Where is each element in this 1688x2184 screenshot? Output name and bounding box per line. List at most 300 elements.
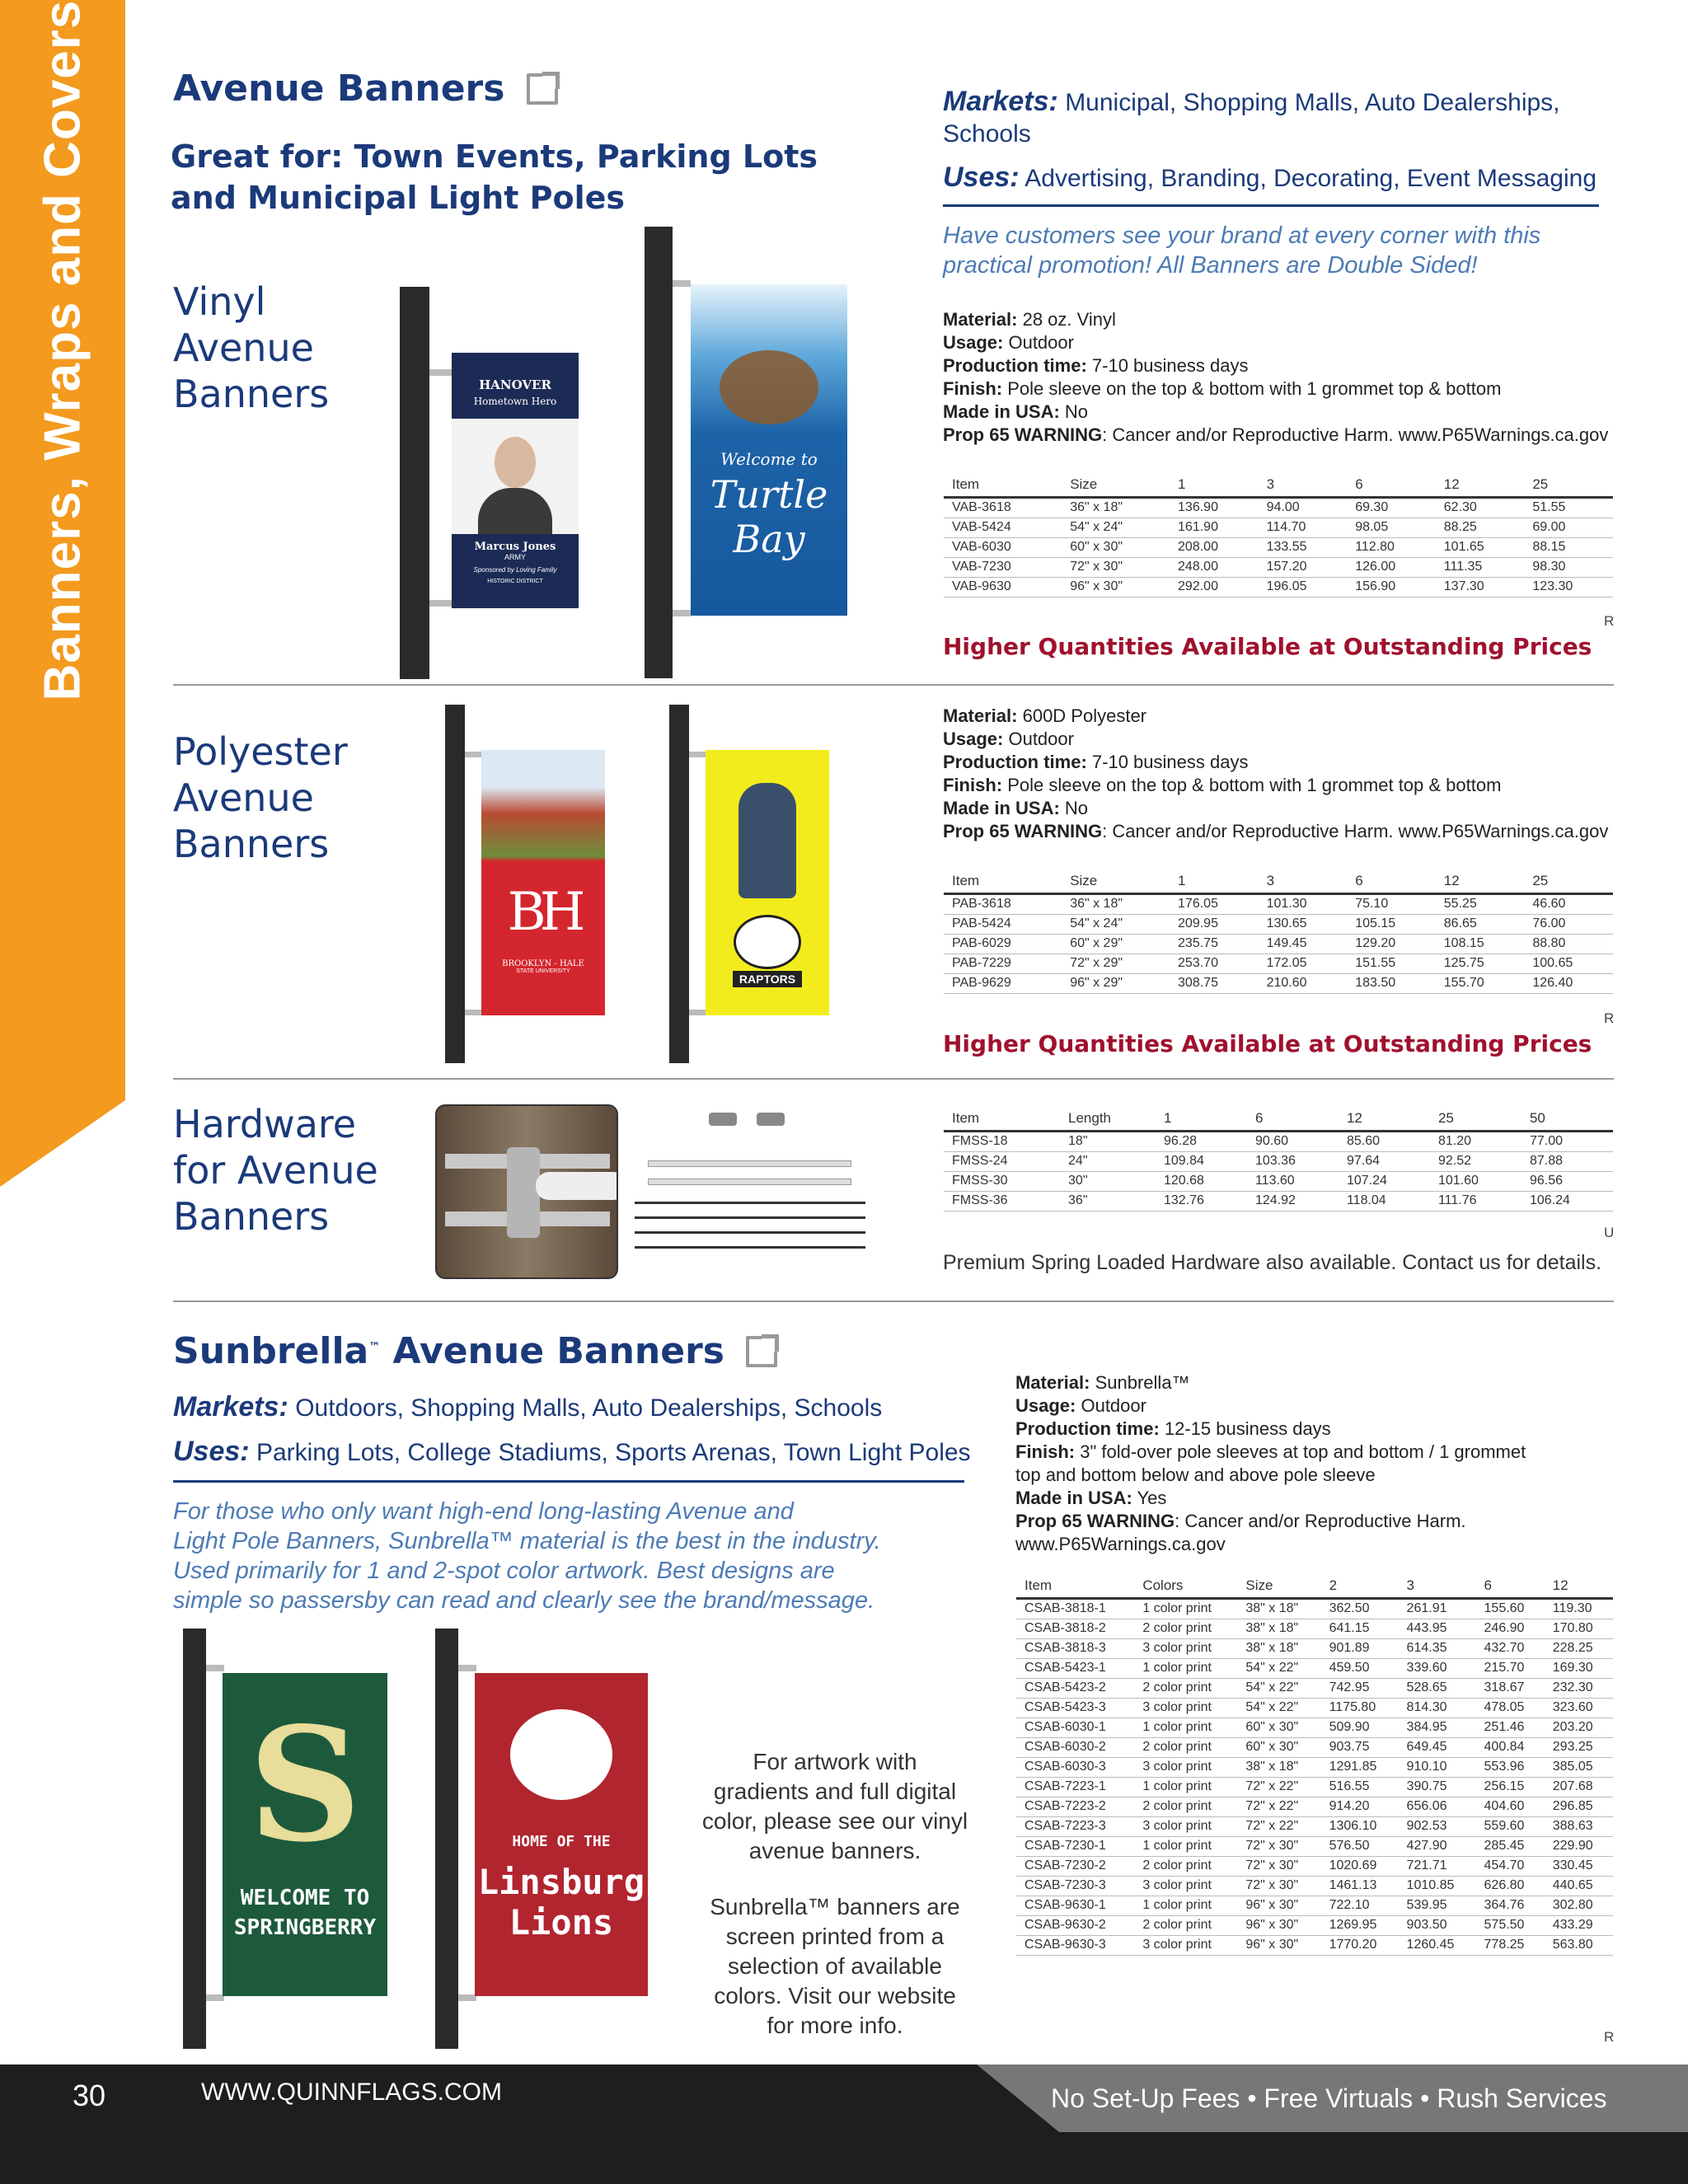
table-cell: 88.15 bbox=[1524, 538, 1613, 558]
table-cell: 2 color print bbox=[1134, 1797, 1237, 1817]
table-cell: FMSS-24 bbox=[944, 1152, 1060, 1172]
uses-value: Parking Lots, College Stadiums, Sports Arenas, Town Light Poles bbox=[256, 1439, 971, 1466]
column-header: Item bbox=[1016, 1576, 1134, 1599]
table-cell: 98.30 bbox=[1524, 558, 1613, 578]
column-header: Size bbox=[1062, 475, 1170, 498]
table-cell: 454.70 bbox=[1476, 1857, 1545, 1877]
lion-logo bbox=[510, 1709, 612, 1800]
banner-text: ARMY bbox=[504, 553, 526, 561]
table-cell: 400.84 bbox=[1476, 1738, 1545, 1758]
spec-row: Finish: Pole sleeve on the top & bottom with 1 grommet top & bottom bbox=[943, 775, 1502, 795]
great-for-text bbox=[171, 136, 818, 218]
table-cell: 339.60 bbox=[1399, 1659, 1476, 1679]
table-cell: 38" x 18" bbox=[1237, 1619, 1320, 1639]
spec-row: top and bottom below and above pole sleeve bbox=[1015, 1465, 1376, 1485]
markets-label: Markets: bbox=[943, 86, 1058, 117]
product-name-line: Banners bbox=[173, 372, 330, 416]
external-link-icon[interactable] bbox=[746, 1336, 777, 1367]
table-cell: 656.06 bbox=[1399, 1797, 1476, 1817]
table-cell: 60" x 30" bbox=[1237, 1738, 1320, 1758]
sunbrella-markets-block bbox=[173, 1391, 981, 1469]
table-cell: 96.56 bbox=[1522, 1172, 1613, 1192]
pole bbox=[435, 1629, 458, 2049]
table-cell: PAB-3618 bbox=[944, 894, 1062, 915]
table-cell: 1010.85 bbox=[1399, 1877, 1476, 1896]
banner-text: HISTORIC DISTRICT bbox=[487, 579, 543, 584]
table-cell: 3 color print bbox=[1134, 1877, 1237, 1896]
table-cell: 722.10 bbox=[1321, 1896, 1399, 1916]
table-cell: 302.80 bbox=[1545, 1896, 1613, 1916]
table-row bbox=[944, 1132, 1613, 1152]
table-cell: 96" x 30" bbox=[1237, 1916, 1320, 1936]
spec-row: Material: 600D Polyester bbox=[943, 705, 1147, 726]
column-header: 12 bbox=[1436, 871, 1525, 894]
table-cell: 721.71 bbox=[1399, 1857, 1476, 1877]
table-row bbox=[944, 1192, 1613, 1212]
spec-row: www.P65Warnings.ca.gov bbox=[1015, 1534, 1226, 1554]
table-row bbox=[1016, 1718, 1613, 1738]
column-header: 1 bbox=[1170, 871, 1259, 894]
brooklyn-hale-banner bbox=[481, 750, 605, 1015]
table-cell: 136.90 bbox=[1170, 498, 1259, 518]
table-cell: CSAB-7223-3 bbox=[1016, 1817, 1134, 1837]
table-row bbox=[1016, 1619, 1613, 1639]
bracket bbox=[689, 752, 706, 757]
table-cell: 814.30 bbox=[1399, 1699, 1476, 1718]
table-cell: 118.04 bbox=[1339, 1192, 1430, 1212]
table-cell: CSAB-7223-1 bbox=[1016, 1778, 1134, 1797]
note-line: color, please see our vinyl bbox=[701, 1808, 968, 1834]
banner-text: WELCOME TO bbox=[240, 1886, 370, 1910]
table-cell: CSAB-6030-2 bbox=[1016, 1738, 1134, 1758]
divider bbox=[173, 684, 1614, 686]
table-row bbox=[1016, 1699, 1613, 1718]
table-row bbox=[1016, 1758, 1613, 1778]
table-cell: 72" x 30" bbox=[1062, 558, 1170, 578]
table-cell: 742.95 bbox=[1321, 1679, 1399, 1699]
table-cell: 2 color print bbox=[1134, 1857, 1237, 1877]
table-cell: 101.30 bbox=[1259, 894, 1348, 915]
column-header: 6 bbox=[1347, 475, 1436, 498]
vinyl-specs bbox=[943, 308, 1608, 447]
note-line: colors. Visit our website bbox=[714, 1983, 956, 2008]
table-cell: 251.46 bbox=[1476, 1718, 1545, 1738]
table-cell: 1020.69 bbox=[1321, 1857, 1399, 1877]
table-row bbox=[944, 894, 1613, 915]
spec-row: Usage: Outdoor bbox=[943, 729, 1074, 749]
table-cell: 36" x 18" bbox=[1062, 894, 1170, 915]
note-line: avenue banners. bbox=[748, 1838, 921, 1863]
table-cell: FMSS-18 bbox=[944, 1132, 1060, 1152]
table-cell: 112.80 bbox=[1347, 538, 1436, 558]
table-row bbox=[944, 538, 1613, 558]
column-header: 3 bbox=[1399, 1576, 1476, 1599]
tagline-line: simple so passersby can read and clearly see the brand/message. bbox=[173, 1587, 875, 1614]
table-cell: 323.60 bbox=[1545, 1699, 1613, 1718]
table-cell: 914.20 bbox=[1321, 1797, 1399, 1817]
section-title: Sunbrella™ Avenue Banners bbox=[173, 1330, 724, 1372]
table-cell: 38" x 18" bbox=[1237, 1599, 1320, 1619]
table-row bbox=[1016, 1837, 1613, 1857]
note-line: Sunbrella™ banners are bbox=[710, 1894, 960, 1919]
table-cell: 459.50 bbox=[1321, 1659, 1399, 1679]
table-cell: 149.45 bbox=[1259, 935, 1348, 954]
sunbrella-price-table bbox=[1016, 1576, 1613, 1956]
tagline-line: Have customers see your brand at every corner with this bbox=[943, 223, 1541, 249]
product-name-line: Avenue bbox=[173, 326, 314, 370]
sunbrella-title-row bbox=[173, 1330, 777, 1372]
table-cell: 54" x 24" bbox=[1062, 915, 1170, 935]
table-row bbox=[1016, 1857, 1613, 1877]
table-cell: 54" x 22" bbox=[1237, 1699, 1320, 1718]
external-link-icon[interactable] bbox=[527, 73, 558, 105]
uses-label: Uses: bbox=[943, 162, 1020, 193]
product-name-line: Avenue bbox=[173, 776, 314, 820]
table-cell: 125.75 bbox=[1436, 954, 1525, 974]
table-cell: 120.68 bbox=[1156, 1172, 1247, 1192]
table-row bbox=[944, 518, 1613, 538]
table-cell: 2 color print bbox=[1134, 1738, 1237, 1758]
table-row bbox=[1016, 1916, 1613, 1936]
table-cell: 256.15 bbox=[1476, 1778, 1545, 1797]
bracket bbox=[458, 1665, 476, 1671]
table-cell: 285.45 bbox=[1476, 1837, 1545, 1857]
spec-row: Production time: 12-15 business days bbox=[1015, 1418, 1331, 1439]
great-for-line: and Municipal Light Poles bbox=[171, 180, 625, 216]
table-cell: 1 color print bbox=[1134, 1718, 1237, 1738]
table-cell: 54" x 24" bbox=[1062, 518, 1170, 538]
column-header: Item bbox=[944, 1108, 1060, 1132]
bracket bbox=[206, 1665, 224, 1671]
table-cell: 478.05 bbox=[1476, 1699, 1545, 1718]
table-cell: 3 color print bbox=[1134, 1699, 1237, 1718]
column-header: Size bbox=[1237, 1576, 1320, 1599]
table-cell: 1 color print bbox=[1134, 1896, 1237, 1916]
table-cell: CSAB-7230-1 bbox=[1016, 1837, 1134, 1857]
portrait-photo bbox=[452, 419, 579, 534]
table-cell: 3 color print bbox=[1134, 1936, 1237, 1956]
price-code: U bbox=[1604, 1225, 1615, 1240]
table-cell: 641.15 bbox=[1321, 1619, 1399, 1639]
s-logo: S bbox=[248, 1693, 362, 1877]
divider bbox=[943, 204, 1599, 207]
markets-value: Schools bbox=[943, 120, 1031, 148]
column-header: 50 bbox=[1522, 1108, 1613, 1132]
table-cell: 36" x 18" bbox=[1062, 498, 1170, 518]
table-cell: 3 color print bbox=[1134, 1639, 1237, 1659]
table-cell: 539.95 bbox=[1399, 1896, 1476, 1916]
table-row bbox=[1016, 1679, 1613, 1699]
table-cell: 196.05 bbox=[1259, 578, 1348, 598]
table-cell: 910.10 bbox=[1399, 1758, 1476, 1778]
table-cell: 72" x 30" bbox=[1237, 1837, 1320, 1857]
table-cell: 30" bbox=[1060, 1172, 1156, 1192]
bracket bbox=[673, 280, 691, 287]
table-cell: 129.20 bbox=[1347, 935, 1436, 954]
table-cell: 362.50 bbox=[1321, 1599, 1399, 1619]
banner-text: Lions bbox=[509, 1902, 614, 1943]
spec-row: Prop 65 WARNING: Cancer and/or Reproductive Harm. www.P65Warnings.ca.gov bbox=[943, 424, 1609, 445]
table-cell: 18" bbox=[1060, 1132, 1156, 1152]
table-row bbox=[1016, 1778, 1613, 1797]
turtle-bay-banner bbox=[691, 284, 847, 616]
product-name-line: Hardware bbox=[173, 1102, 357, 1146]
table-cell: 51.55 bbox=[1524, 498, 1613, 518]
column-header: Size bbox=[1062, 871, 1170, 894]
table-cell: 81.20 bbox=[1430, 1132, 1522, 1152]
column-header: 25 bbox=[1430, 1108, 1522, 1132]
table-cell: 24" bbox=[1060, 1152, 1156, 1172]
table-cell: 293.25 bbox=[1545, 1738, 1613, 1758]
table-cell: 1 color print bbox=[1134, 1837, 1237, 1857]
column-header: 2 bbox=[1321, 1576, 1399, 1599]
table-cell: 440.65 bbox=[1545, 1877, 1613, 1896]
table-cell: 614.35 bbox=[1399, 1639, 1476, 1659]
table-cell: 109.84 bbox=[1156, 1152, 1247, 1172]
banner-text: HANOVER bbox=[479, 377, 551, 392]
table-cell: 98.05 bbox=[1347, 518, 1436, 538]
table-cell: 72" x 22" bbox=[1237, 1817, 1320, 1837]
banner-text: Hometown Hero bbox=[473, 396, 557, 407]
table-cell: PAB-5424 bbox=[944, 915, 1062, 935]
table-cell: 96.28 bbox=[1156, 1132, 1247, 1152]
table-cell: 72" x 29" bbox=[1062, 954, 1170, 974]
table-cell: 60" x 29" bbox=[1062, 935, 1170, 954]
spec-row: Finish: 3" fold-over pole sleeves at top and bottom / 1 grommet bbox=[1015, 1441, 1526, 1462]
tagline-line: Used primarily for 1 and 2-spot color artwork. Best designs are bbox=[173, 1558, 835, 1584]
table-cell: 105.15 bbox=[1347, 915, 1436, 935]
table-cell: 229.90 bbox=[1545, 1837, 1613, 1857]
table-cell: 151.55 bbox=[1347, 954, 1436, 974]
table-cell: 308.75 bbox=[1170, 974, 1259, 994]
product-name-polyester bbox=[173, 729, 348, 867]
table-cell: 72" x 30" bbox=[1237, 1857, 1320, 1877]
product-name-line: Banners bbox=[173, 1194, 330, 1239]
table-cell: 1 color print bbox=[1134, 1599, 1237, 1619]
table-cell: 1306.10 bbox=[1321, 1817, 1399, 1837]
table-cell: 292.00 bbox=[1170, 578, 1259, 598]
table-cell: 427.90 bbox=[1399, 1837, 1476, 1857]
table-cell: 203.20 bbox=[1545, 1718, 1613, 1738]
table-row bbox=[944, 1172, 1613, 1192]
column-header: 12 bbox=[1339, 1108, 1430, 1132]
product-name-line: for Avenue bbox=[173, 1148, 378, 1193]
table-cell: 101.65 bbox=[1436, 538, 1525, 558]
table-cell: 208.00 bbox=[1170, 538, 1259, 558]
hanover-banner bbox=[452, 353, 579, 608]
table-cell: 1770.20 bbox=[1321, 1936, 1399, 1956]
tagline-line: Light Pole Banners, Sunbrella™ material is the best in the industry. bbox=[173, 1528, 881, 1554]
column-header: 3 bbox=[1259, 475, 1348, 498]
uses-label: Uses: bbox=[173, 1436, 250, 1467]
table-cell: 92.52 bbox=[1430, 1152, 1522, 1172]
table-cell: 107.24 bbox=[1339, 1172, 1430, 1192]
sunbrella-tagline bbox=[173, 1497, 881, 1615]
tagline-line: For those who only want high-end long-lasting Avenue and bbox=[173, 1498, 794, 1525]
spec-row: Material: 28 oz. Vinyl bbox=[943, 309, 1116, 330]
pole bbox=[645, 227, 673, 678]
table-cell: 364.76 bbox=[1476, 1896, 1545, 1916]
table-cell: 113.60 bbox=[1247, 1172, 1339, 1192]
table-cell: 901.89 bbox=[1321, 1639, 1399, 1659]
bracket bbox=[458, 1994, 476, 2001]
note-line: gradients and full digital bbox=[713, 1779, 957, 1804]
note-line: selection of available bbox=[728, 1953, 942, 1979]
table-cell: VAB-3618 bbox=[944, 498, 1062, 518]
table-cell: 155.60 bbox=[1476, 1599, 1545, 1619]
table-cell: 390.75 bbox=[1399, 1778, 1476, 1797]
table-cell: 1 color print bbox=[1134, 1778, 1237, 1797]
table-cell: CSAB-3818-1 bbox=[1016, 1599, 1134, 1619]
table-cell: 38" x 18" bbox=[1237, 1639, 1320, 1659]
spec-row: Made in USA: Yes bbox=[1015, 1488, 1167, 1508]
table-cell: CSAB-7223-2 bbox=[1016, 1797, 1134, 1817]
table-cell: 72" x 30" bbox=[1237, 1877, 1320, 1896]
section-title: Avenue Banners bbox=[173, 68, 505, 110]
table-header-row bbox=[944, 1108, 1613, 1132]
side-tab-label: Banners, Wraps and Covers bbox=[34, 0, 91, 701]
table-cell: 86.65 bbox=[1436, 915, 1525, 935]
table-cell: 516.55 bbox=[1321, 1778, 1399, 1797]
table-cell: 903.50 bbox=[1399, 1916, 1476, 1936]
bracket bbox=[429, 369, 452, 376]
divider bbox=[173, 1301, 1614, 1302]
hockey-player-image bbox=[738, 783, 796, 898]
table-cell: 575.50 bbox=[1476, 1916, 1545, 1936]
table-cell: 130.65 bbox=[1259, 915, 1348, 935]
table-cell: CSAB-5423-2 bbox=[1016, 1679, 1134, 1699]
column-header: Item bbox=[944, 871, 1062, 894]
table-cell: 157.20 bbox=[1259, 558, 1348, 578]
springberry-banner bbox=[223, 1673, 387, 1996]
table-row bbox=[1016, 1896, 1613, 1916]
divider bbox=[173, 1480, 964, 1483]
spec-row: Usage: Outdoor bbox=[943, 332, 1074, 353]
table-cell: 108.15 bbox=[1436, 935, 1525, 954]
table-cell: 96" x 30" bbox=[1237, 1936, 1320, 1956]
column-header: Colors bbox=[1134, 1576, 1237, 1599]
table-cell: 1291.85 bbox=[1321, 1758, 1399, 1778]
page-number: 30 bbox=[73, 2079, 106, 2112]
table-cell: 133.55 bbox=[1259, 538, 1348, 558]
table-row bbox=[1016, 1599, 1613, 1619]
table-cell: VAB-6030 bbox=[944, 538, 1062, 558]
great-for-line: Great for: Town Events, Parking Lots bbox=[171, 138, 818, 175]
hardware-mount-photo bbox=[435, 1104, 618, 1279]
table-cell: 38" x 18" bbox=[1237, 1758, 1320, 1778]
table-cell: 246.90 bbox=[1476, 1619, 1545, 1639]
footer-url[interactable]: WWW.QUINNFLAGS.COM bbox=[201, 2079, 502, 2106]
banner-text: BROOKLYN - HALE bbox=[502, 959, 584, 968]
table-cell: 209.95 bbox=[1170, 915, 1259, 935]
table-row bbox=[944, 578, 1613, 598]
table-cell: VAB-5424 bbox=[944, 518, 1062, 538]
markets-block bbox=[943, 86, 1652, 194]
table-cell: 124.92 bbox=[1247, 1192, 1339, 1212]
spec-row: Material: Sunbrella™ bbox=[1015, 1372, 1190, 1393]
table-cell: 156.90 bbox=[1347, 578, 1436, 598]
note-line: for more info. bbox=[767, 2013, 903, 2038]
note-line: For artwork with bbox=[753, 1749, 917, 1774]
product-name-line: Polyester bbox=[173, 729, 348, 774]
table-cell: 261.91 bbox=[1399, 1599, 1476, 1619]
table-cell: 559.60 bbox=[1476, 1817, 1545, 1837]
table-row bbox=[1016, 1639, 1613, 1659]
table-cell: 106.24 bbox=[1522, 1192, 1613, 1212]
table-cell: 318.67 bbox=[1476, 1679, 1545, 1699]
table-cell: 576.50 bbox=[1321, 1837, 1399, 1857]
tagline-line: practical promotion! All Banners are Double Sided! bbox=[943, 252, 1478, 279]
polyester-price-table bbox=[944, 871, 1613, 994]
table-cell: 101.60 bbox=[1430, 1172, 1522, 1192]
table-cell: CSAB-7230-3 bbox=[1016, 1877, 1134, 1896]
eagle-logo bbox=[734, 915, 801, 969]
bracket bbox=[465, 752, 481, 757]
table-cell: 111.35 bbox=[1436, 558, 1525, 578]
table-cell: 215.70 bbox=[1476, 1659, 1545, 1679]
table-cell: 1175.80 bbox=[1321, 1699, 1399, 1718]
avenue-title-row bbox=[173, 68, 558, 110]
table-cell: 96" x 30" bbox=[1062, 578, 1170, 598]
table-cell: 388.63 bbox=[1545, 1817, 1613, 1837]
banner-text: Bay bbox=[733, 517, 805, 561]
banner-text: SPRINGBERRY bbox=[233, 1915, 377, 1940]
table-row bbox=[944, 1152, 1613, 1172]
table-cell: 137.30 bbox=[1436, 578, 1525, 598]
table-cell: PAB-9629 bbox=[944, 974, 1062, 994]
uses-value: Advertising, Branding, Decorating, Event Messaging bbox=[1025, 165, 1597, 192]
table-cell: 126.00 bbox=[1347, 558, 1436, 578]
table-cell: 77.00 bbox=[1522, 1132, 1613, 1152]
table-cell: 85.60 bbox=[1339, 1132, 1430, 1152]
banner-text: Turtle bbox=[710, 472, 828, 517]
footer-slogan: No Set-Up Fees • Free Virtuals • Rush Services bbox=[1051, 2083, 1607, 2113]
table-cell: 75.10 bbox=[1347, 894, 1436, 915]
table-cell: 384.95 bbox=[1399, 1718, 1476, 1738]
hardware-note: Premium Spring Loaded Hardware also available. Contact us for details. bbox=[943, 1251, 1602, 1274]
table-cell: 183.50 bbox=[1347, 974, 1436, 994]
markets-label: Markets: bbox=[173, 1391, 288, 1422]
table-header-row bbox=[944, 871, 1613, 894]
table-cell: 96" x 30" bbox=[1237, 1896, 1320, 1916]
table-cell: 296.85 bbox=[1545, 1797, 1613, 1817]
table-cell: 132.76 bbox=[1156, 1192, 1247, 1212]
table-cell: 60" x 30" bbox=[1062, 538, 1170, 558]
product-name-vinyl bbox=[173, 279, 329, 417]
table-cell: 433.29 bbox=[1545, 1916, 1613, 1936]
table-cell: 778.25 bbox=[1476, 1936, 1545, 1956]
table-cell: FMSS-36 bbox=[944, 1192, 1060, 1212]
table-cell: 2 color print bbox=[1134, 1916, 1237, 1936]
bracket bbox=[429, 600, 452, 607]
table-cell: CSAB-9630-2 bbox=[1016, 1916, 1134, 1936]
column-header: 6 bbox=[1476, 1576, 1545, 1599]
column-header: Length bbox=[1060, 1108, 1156, 1132]
banner-text: RAPTORS bbox=[733, 971, 802, 987]
price-code: R bbox=[1604, 613, 1615, 629]
column-header: 1 bbox=[1156, 1108, 1247, 1132]
table-cell: 54" x 22" bbox=[1237, 1679, 1320, 1699]
table-cell: 54" x 22" bbox=[1237, 1659, 1320, 1679]
markets-value: Outdoors, Shopping Malls, Auto Dealerships, Schools bbox=[295, 1394, 883, 1422]
table-cell: 2 color print bbox=[1134, 1679, 1237, 1699]
polyester-specs bbox=[943, 705, 1608, 843]
banner-text: Linsburg bbox=[477, 1862, 645, 1902]
column-header: 12 bbox=[1545, 1576, 1613, 1599]
tagline bbox=[943, 221, 1540, 280]
spec-row: Prop 65 WARNING: Cancer and/or Reproductive Harm. www.P65Warnings.ca.gov bbox=[943, 821, 1609, 841]
table-cell: 169.30 bbox=[1545, 1659, 1613, 1679]
